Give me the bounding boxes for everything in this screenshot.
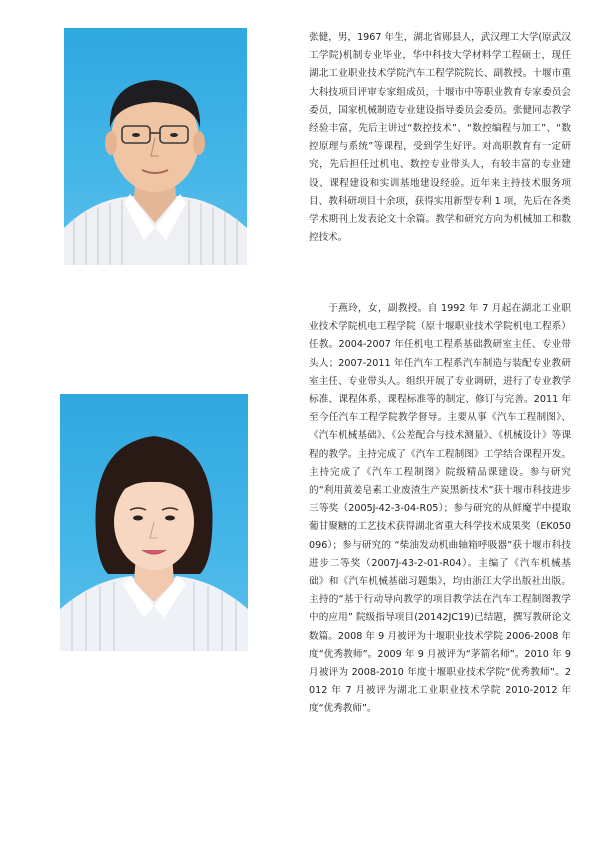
portrait-photo-woman (60, 394, 248, 651)
bio-text: 于燕玲，女，副教授。自 1992 年 7 月起在湖北工业职业技术学院机电工程学院（原十堰职业技术学院机电工程系）任教。2004-2007 年任机电工程系基础教研室主任、专业带头人；2007-2011 年任汽车工程系汽车制造与装配专业教研室主任、专业带头人。组织开展了专业调研，进行了专业教学标准、课程体系、课程标准等的制定、修订与完善。2011 年至今任汽车工程学院教学督导。主要从事《汽车工程制图》、《汽车机械基础》、《公差配合与技术测量》、《机械设计》等课程的教学。主持完成了《汽车工程制图》工学结合课程开发。主持完成了《汽车工程制图》院级精品课建设。参与研究的“利用黄姜皂素工业废渣生产炭黑新技术”获十堰市科技进步三等奖（2005J-42-3-04-R05）；参与研究的从鲜魔芋中提取葡甘聚糖的工艺技术获得湖北省重大科学技术成果奖（EK050096）；参与研究的 “柴油发动机曲轴箱呼吸器”获十堰市科技进步二等奖（2007J-43-2-01-R04）。主编了《汽车机械基础》和《汽车机械基础习题集》，均由浙江大学出版社出版。主持的“基于行动导向教学的项目教学法在汽车工程制图教学中的应用” 院级指导项目(20142JC19)已结题，撰写教研论文数篇。2008 年 9 月被评为十堰职业技术学院 2006-2008 年度“优秀教师”。2009 年 9 月被评为“茅箭名师”。2010 年 9 月被评为 2008-2010 年度十堰职业技术学院“优秀教师”。2012 年 7 月被评为湖北工业职业技术学院 2010-2012 年度“优秀教师”。 (309, 303, 571, 715)
bio-text: 张健，男，1967 年生，湖北省郧县人，武汉理工大学(原武汉工学院)机制专业毕业，华中科技大学材料学工程硕士，现任湖北工业职业技术学院汽车工程学院院长、副教授。十堰市重大科技项目评审专家组成员，十堰市中等职业教育专家委员会委员，国家机械制造专业建设指导委员会委员。张健同志教学经验丰富，先后主讲过“数控技术”、“数控编程与加工”、“数控原理与系统”等课程，受到学生好评。对高职教育有一定研究，先后担任过机电、数控专业带头人，有较丰富的专业建设、课程建设和实训基地建设经验。近年来主持技术服务项目、教科研项目十余项，获得实用新型专利 1 项，先后在各类学术期刊上发表论文十余篇。教学和研究方向为机械加工和数控技术。 (309, 32, 571, 244)
portrait-photo-man (64, 28, 247, 265)
